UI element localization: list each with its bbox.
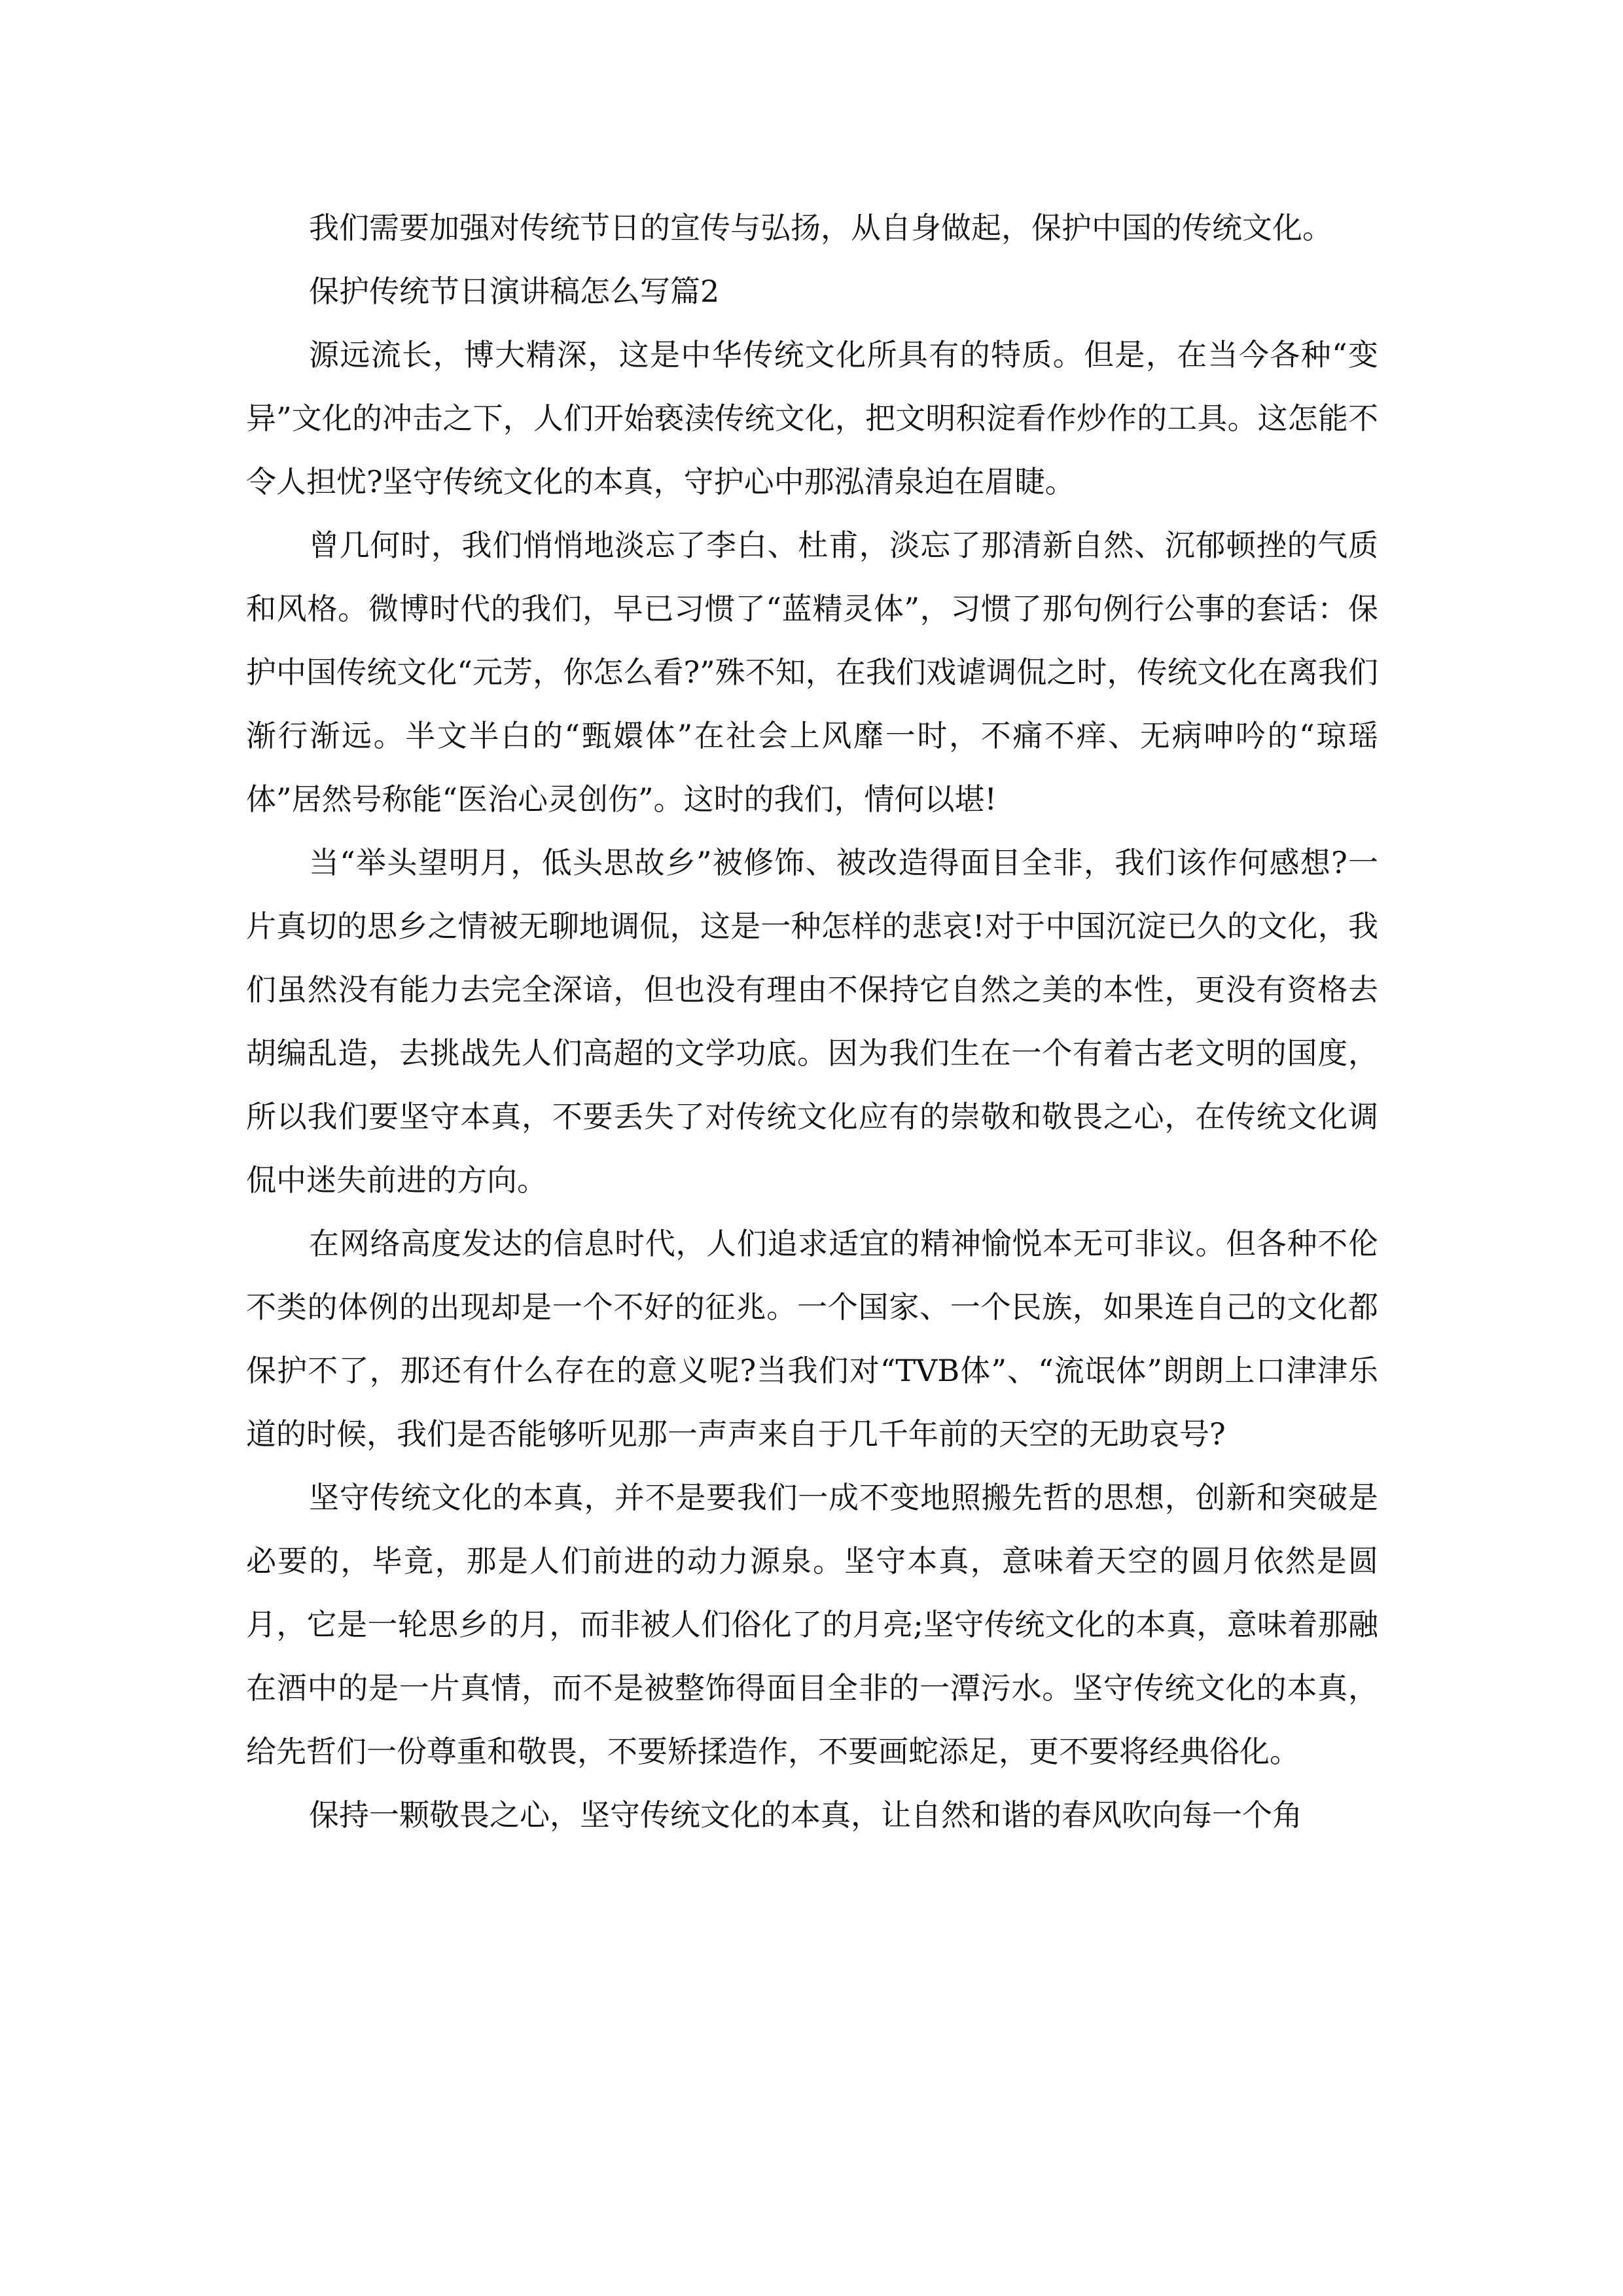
paragraph: 在网络高度发达的信息时代，人们追求适宜的精神愉悦本无可非议。但各种不伦不类的体例的出现却是一个不好的征兆。一个国家、一个民族，如果连自己的文化都保护不了，那还有什么存在的意义呢?当我们对“TVB体”、“流氓体”朗朗上口津津乐道的时候，我们是否能够听见那一声声来自于几千年前的天空的无助哀号? [246,1226,1378,1452]
paragraph: 保持一颗敬畏之心，坚守传统文化的本真，让自然和谐的春风吹向每一个角 [309,1797,1302,1833]
paragraph: 曾几何时，我们悄悄地淡忘了李白、杜甫，淡忘了那清新自然、沉郁顿挫的气质和风格。微博时代的我们，早已习惯了“蓝精灵体”，习惯了那句例行公事的套话：保护中国传统文化“元芳，你怎么看?”殊不知，在我们戏谑调侃之时，传统文化在离我们渐行渐远。半文半白的“甄嬛体”在社会上风靡一时，不痛不痒、无病呻吟的“琼瑶体”居然号称能“医治心灵创伤”。这时的我们，情何以堪! [246,528,1378,817]
paragraph: 坚守传统文化的本真，并不是要我们一成不变地照搬先哲的思想，创新和突破是必要的，毕竟，那是人们前进的动力源泉。坚守本真，意味着天空的圆月依然是圆月，它是一轮思乡的月，而非被人们俗化了的月亮;坚守传统文化的本真，意味着那融在酒中的是一片真情，而不是被整饰得面目全非的一潭污水。坚守传统文化的本真，给先哲们一份尊重和敬畏，不要矫揉造作，不要画蛇添足，更不要将经典俗化。 [246,1480,1378,1769]
section-heading: 保护传统节日演讲稿怎么写篇2 [309,274,720,309]
paragraph-conclusion: 我们需要加强对传统节日的宣传与弘扬，从自身做起，保护中国的传统文化。 [309,210,1332,245]
paragraph: 当“举头望明月，低头思故乡”被修饰、被改造得面目全非，我们该作何感想?一片真切的思乡之情被无聊地调侃，这是一种怎样的悲哀!对于中国沉淀已久的文化，我们虽然没有能力去完全深谙，但也没有理由不保持它自然之美的本性，更没有资格去胡编乱造，去挑战先人们高超的文学功底。因为我们生在一个有着古老文明的国度，所以我们要坚守本真，不要丢失了对传统文化应有的崇敬和敬畏之心，在传统文化调侃中迷失前进的方向。 [246,845,1378,1198]
paragraph: 源远流长，博大精深，这是中华传统文化所具有的特质。但是，在当今各种“变异”文化的冲击之下，人们开始亵渎传统文化，把文明积淀看作炒作的工具。这怎能不令人担忧?坚守传统文化的本真，守护心中那泓清泉迫在眉睫。 [246,337,1378,499]
document-body [246,196,1378,1847]
